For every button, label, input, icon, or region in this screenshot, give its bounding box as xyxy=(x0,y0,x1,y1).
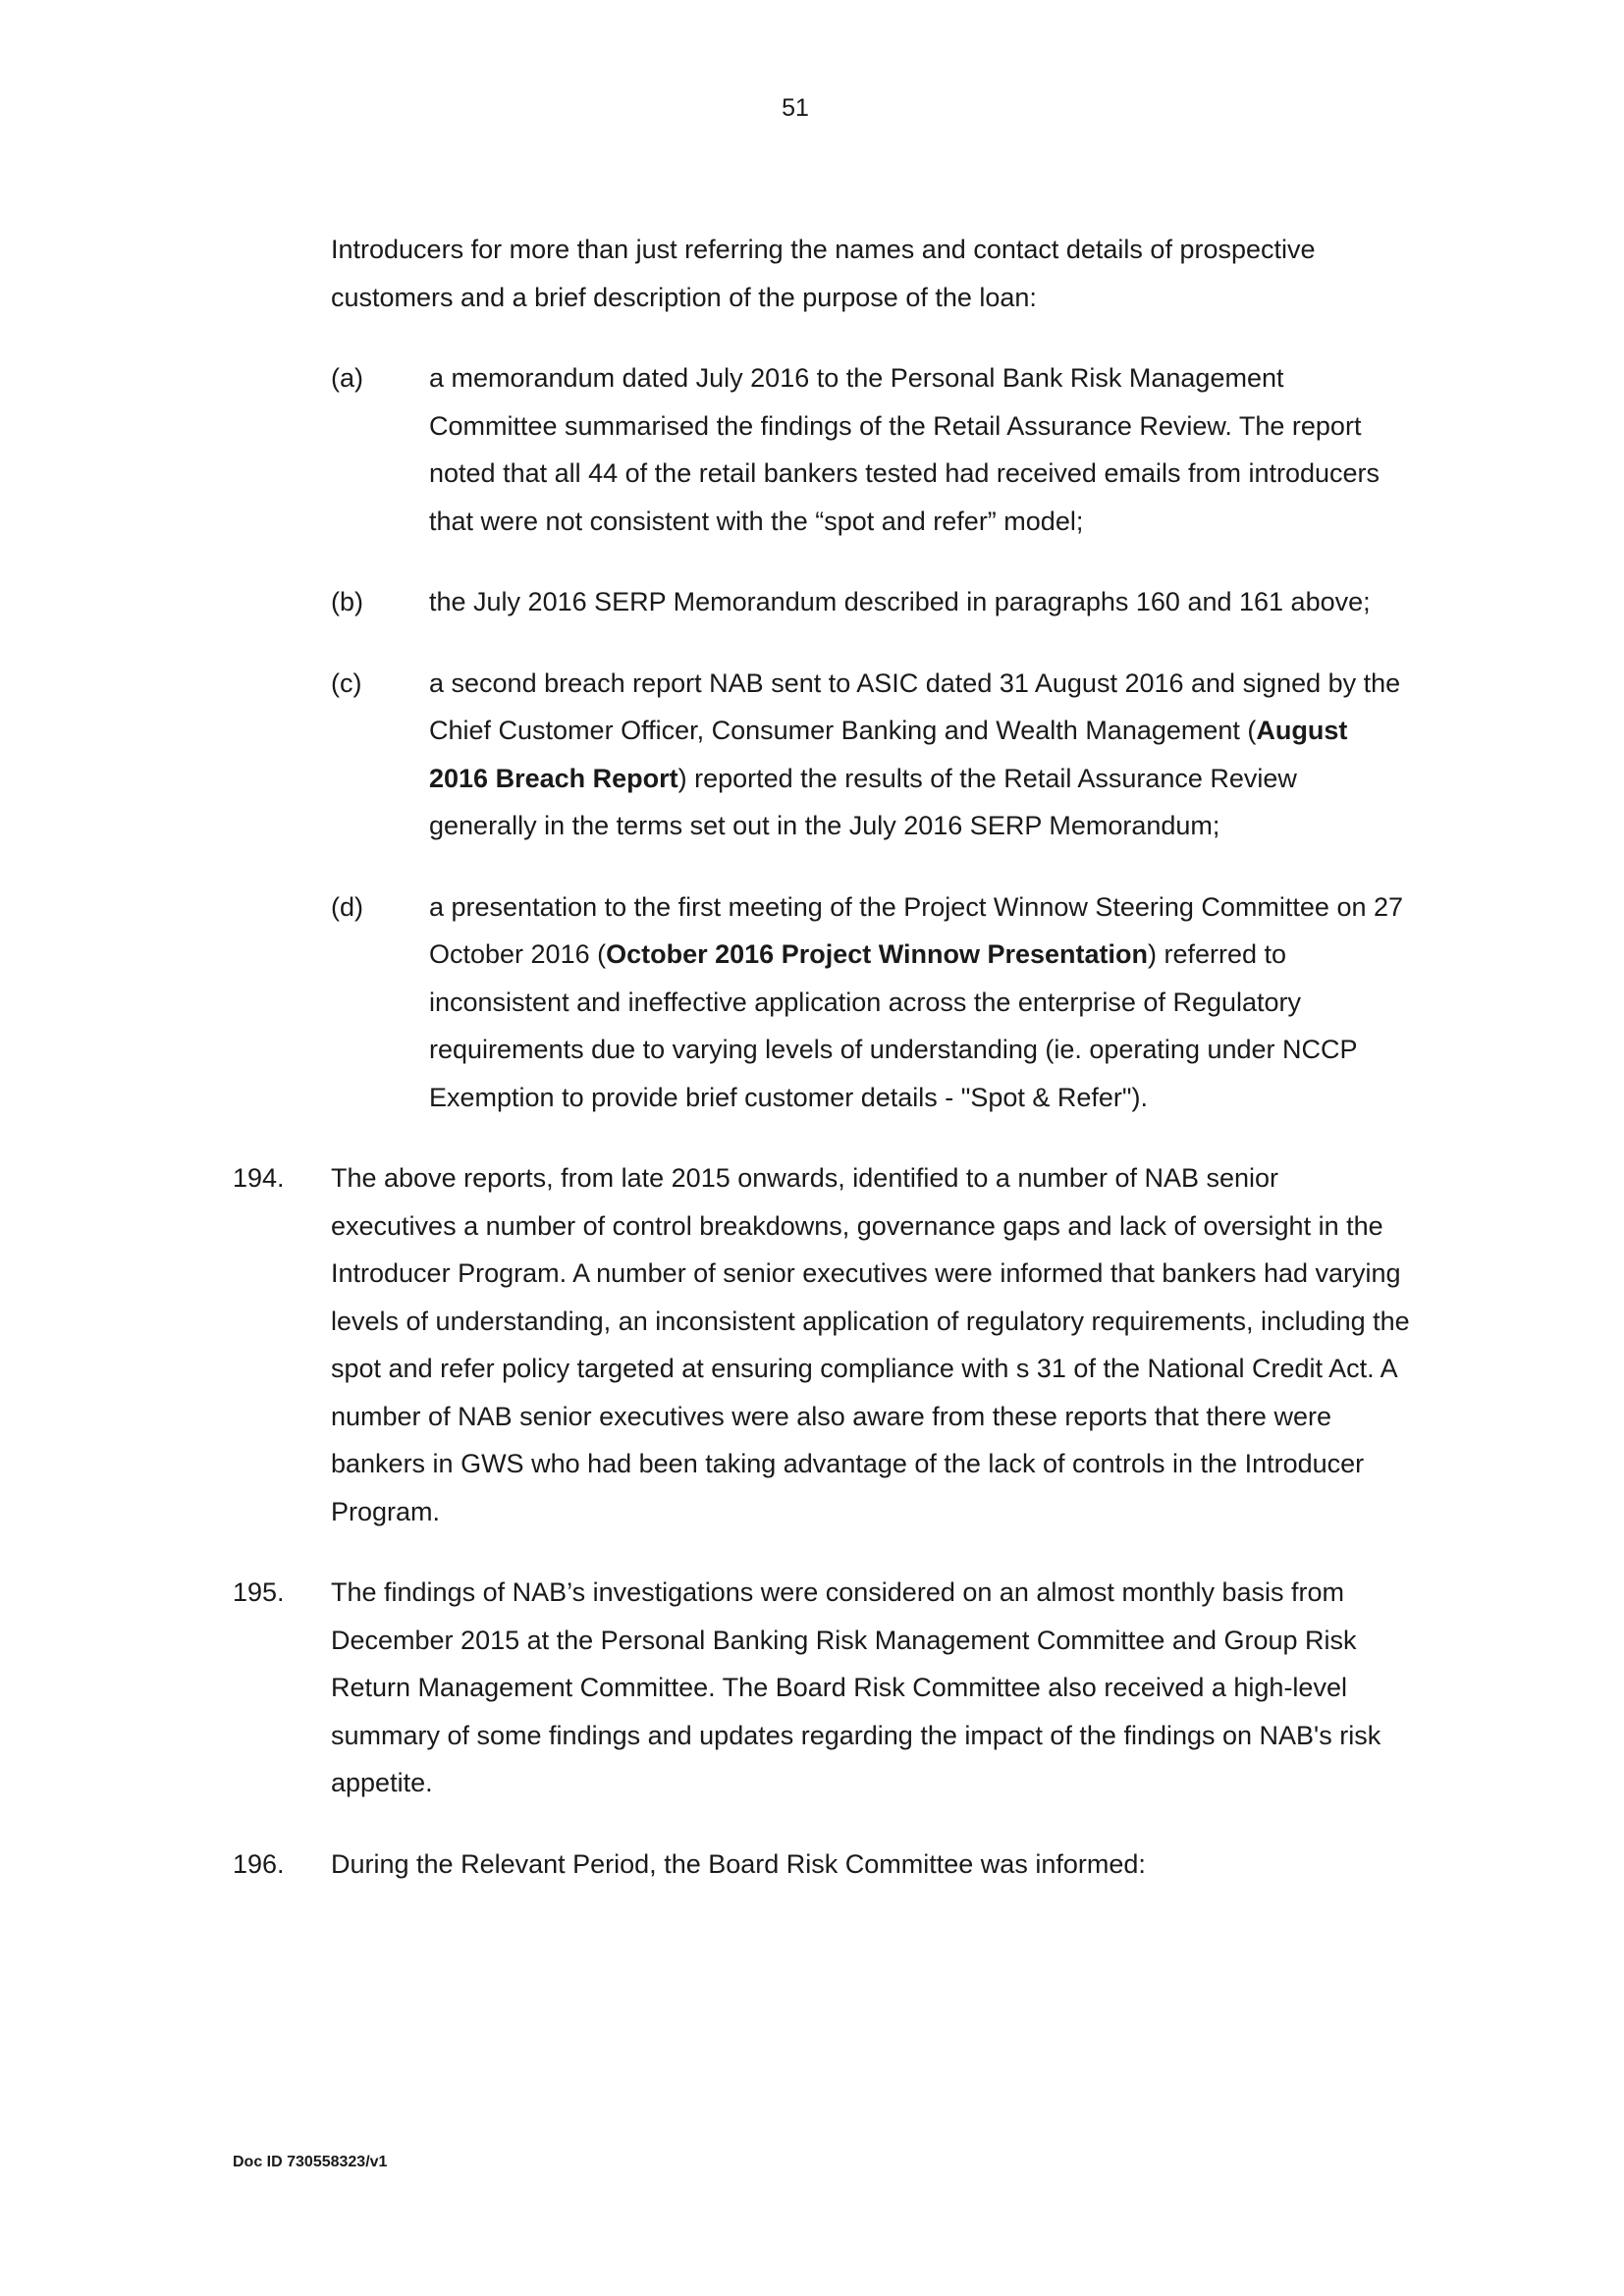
page-number: 51 xyxy=(782,94,809,122)
defined-term: October 2016 Project Winnow Presentation xyxy=(606,939,1149,969)
sub-item-text: a memorandum dated July 2016 to the Personal Bank Risk Management Committee summarised the findings of the Retail Assurance Review. The report noted that all 44 of the retail bankers tested had received emails from introducers that were not consistent with the “spot and refer” model; xyxy=(429,363,1380,536)
text-segment: a presentation to the first meeting of the Project Winnow Steering Committee on 27 October 2016 ( xyxy=(429,891,1404,969)
paragraph-number: 194. xyxy=(233,1163,285,1193)
paragraph-number: 195. xyxy=(233,1577,285,1607)
doc-id-footer: Doc ID 730558323/v1 xyxy=(233,2154,388,2170)
paragraph-text: The above reports, from late 2015 onwards, identified to a number of NAB senior executives a number of control breakdowns, governance gaps and lack of oversight in the Introducer Program. A number of senior executives were informed that bankers had varying levels of understanding, an inconsistent application of regulatory requirements, including the spot and refer policy targeted at ensuring compliance with s 31 of the National Credit Act. A number of NAB senior executives were also aware from these reports that there were bankers in GWS who had been taking advantage of the lack of controls in the Introducer Program. xyxy=(331,1163,1410,1526)
paragraph-194 xyxy=(233,1154,1411,1535)
sub-item-label: (c) xyxy=(331,667,362,698)
sub-item-label: (a) xyxy=(331,363,363,393)
sub-item-text: the July 2016 SERP Memorandum described in paragraphs 160 and 161 above; xyxy=(429,587,1371,616)
paragraph-text: The findings of NAB’s investigations were considered on an almost monthly basis from December 2015 at the Personal Banking Risk Management Committee and Group Risk Return Management Committee. The Board Risk Committee also received a high-level summary of some findings and updates regarding the impact of the findings on NAB's risk appetite. xyxy=(331,1577,1381,1797)
sub-item-b xyxy=(233,578,1411,626)
intro-paragraph: Introducers for more than just referring the names and contact details of prospective customers and a brief description of the purpose of the loan: xyxy=(331,235,1316,312)
paragraph-text: During the Relevant Period, the Board Risk Committee was informed: xyxy=(331,1848,1146,1879)
text-segment: a second breach report NAB sent to ASIC dated 31 August 2016 and signed by the Chief Customer Officer, Consumer Banking and Wealth Management ( xyxy=(429,667,1401,745)
document-body xyxy=(233,226,1411,1921)
paragraph-196 xyxy=(233,1841,1411,1889)
sub-item-d xyxy=(233,883,1411,1122)
sub-item-label: (b) xyxy=(331,587,363,616)
sub-item-a xyxy=(233,354,1411,545)
sub-item-text xyxy=(429,668,1400,841)
defined-term: August 2016 Breach Report xyxy=(429,716,1348,793)
text-segment: ) reported the results of the Retail Assurance Review generally in the terms set out in the July 2016 SERP Memorandum; xyxy=(429,763,1297,840)
sub-item-c xyxy=(233,660,1411,850)
sub-item-label: (d) xyxy=(331,891,363,922)
text-segment: ) referred to inconsistent and ineffective application across the enterprise of Regulatory requirements due to varying levels of understanding (ie. operating under NCCP Exemption to provide brief customer details - "Spot & Refer"). xyxy=(429,939,1358,1112)
sub-item-text xyxy=(429,892,1403,1112)
paragraph-number: 196. xyxy=(233,1848,285,1879)
paragraph-195 xyxy=(233,1569,1411,1807)
